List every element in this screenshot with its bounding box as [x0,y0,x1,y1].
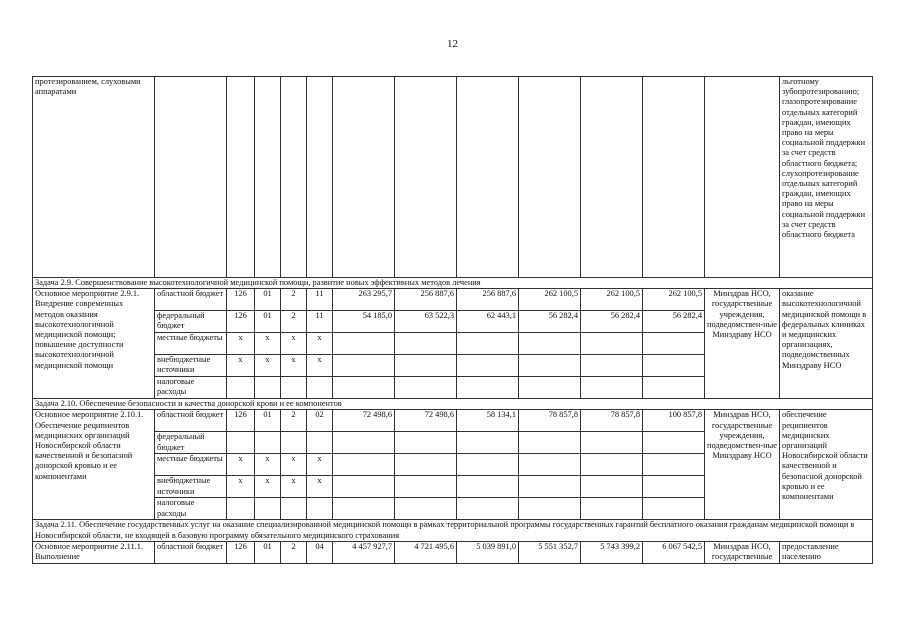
code-cell: 2 [281,289,307,311]
task-2-10-executor: Минздрав НСО, государственные учреждения, подведомствен-ные Минздраву НСО [705,410,780,520]
value-cell: 263 295,7 [333,289,395,311]
value-cell: 56 282,4 [581,311,643,333]
code-cell: x [227,355,255,377]
value-cell: 256 887,6 [457,289,519,311]
value-cell: 78 857,8 [519,410,581,432]
value-cell: 63 522,3 [395,311,457,333]
code-cell: x [307,333,333,355]
value-cell: 5 743 399,2 [581,541,643,563]
value-cell: 100 857,8 [643,410,705,432]
source-cell: областной бюджет [155,289,227,311]
code-cell: 2 [281,541,307,563]
code-cell: 126 [227,311,255,333]
code-cell: x [281,333,307,355]
source-cell: внебюджетные источники [155,476,227,498]
code-cell: x [227,476,255,498]
source-cell: федеральный бюджет [155,432,227,454]
value-cell: 5 551 352,7 [519,541,581,563]
value-cell: 58 134,1 [457,410,519,432]
code-cell: 2 [281,311,307,333]
task-2-11-result: предоставление населению [780,541,873,563]
source-cell: налоговые расходы [155,377,227,399]
code-cell: 04 [307,541,333,563]
intro-row [33,77,873,278]
value-cell: 262 100,5 [519,289,581,311]
code-cell: x [227,454,255,476]
task-2-9-result: оказание высокотехнологичной медицинской помощи в федеральных клиниках и медицинских организациях, подведомственных Минздраву НСО [780,289,873,399]
table-row [33,541,873,563]
code-cell: 126 [227,410,255,432]
task-2-10-name: Основное мероприятие 2.10.1. Обеспечение реципиентов медицинских организаций Новосибирской области качественной и безопасной донорской кровью и ее компонентами [33,410,155,520]
page-number: 12 [447,38,458,50]
task-2-11-executor: Минздрав НСО, государственные [705,541,780,563]
code-cell: x [255,355,281,377]
table-row [33,410,873,432]
code-cell: 02 [307,410,333,432]
program-table [32,76,873,564]
task-2-9-title: Задача 2.9. Совершенствование высокотехнологичной медицинской помощи, развитие новых эффективных методов лечения [33,278,873,289]
value-cell: 54 185,0 [333,311,395,333]
code-cell: 126 [227,289,255,311]
value-cell: 4 457 927,7 [333,541,395,563]
value-cell: 6 067 542,5 [643,541,705,563]
code-cell: x [255,476,281,498]
code-cell: 11 [307,311,333,333]
value-cell: 56 282,4 [519,311,581,333]
code-cell: x [281,355,307,377]
task-2-9-executor: Минздрав НСО, государственные учреждения, подведомствен-ные Минздраву НСО [705,289,780,399]
code-cell: x [281,476,307,498]
source-cell: местные бюджеты [155,454,227,476]
source-cell: областной бюджет [155,410,227,432]
code-cell: x [307,355,333,377]
code-cell: 01 [255,311,281,333]
table-row [33,289,873,311]
code-cell: 2 [281,410,307,432]
source-cell: областной бюджет [155,541,227,563]
intro-result: льготному зубопротезированию; глазопротезирование отдельных категорий граждан, имеющих право на меры социальной поддержки за счет средств областного бюджета; слухопротезирование отдельных категорий граждан, имеющих право на меры социальной поддержки за счет средств областного бюджета [780,77,873,278]
value-cell: 256 887,6 [395,289,457,311]
task-2-9-name: Основное мероприятие 2.9.1. Внедрение современных методов оказания высокотехнологичной медицинской помощи; повышение доступности высокотехнологичной медицинской помощи [33,289,155,399]
code-cell: 01 [255,289,281,311]
value-cell: 4 721 495,6 [395,541,457,563]
value-cell: 262 100,5 [643,289,705,311]
source-cell: федеральный бюджет [155,311,227,333]
task-2-9-header [33,278,873,289]
code-cell: x [281,454,307,476]
task-2-11-name: Основное мероприятие 2.11.1. Выполнение [33,541,155,563]
code-cell: x [307,454,333,476]
value-cell: 72 498,6 [333,410,395,432]
value-cell: 5 039 891,0 [457,541,519,563]
value-cell: 62 443,1 [457,311,519,333]
task-2-10-title: Задача 2.10. Обеспечение безопасности и качества донорской крови и ее компонентов [33,399,873,410]
source-cell: внебюджетные источники [155,355,227,377]
code-cell: x [255,454,281,476]
code-cell: x [227,333,255,355]
source-cell: налоговые расходы [155,498,227,520]
code-cell: x [255,333,281,355]
code-cell: 01 [255,410,281,432]
task-2-10-result: обеспечение реципиентов медицинских организаций Новосибирской области качественной и безопасной донорской кровью и ее компонентами [780,410,873,520]
intro-name: протезированием, слуховыми аппаратами [33,77,155,278]
task-2-11-header [33,520,873,541]
task-2-10-header [33,399,873,410]
code-cell: 01 [255,541,281,563]
task-2-11-title: Задача 2.11. Обеспечение государственных услуг на оказание специализированной медицинской помощи в рамках территориальной программы государственных гарантий бесплатного оказания гражданам медицинской помощи в Новосибирской области, не входящей в базовую программу обязательного медицинского страхования [33,520,873,541]
code-cell: 126 [227,541,255,563]
value-cell: 72 498,6 [395,410,457,432]
code-cell: x [307,476,333,498]
value-cell: 56 282,4 [643,311,705,333]
value-cell: 262 100,5 [581,289,643,311]
source-cell: местные бюджеты [155,333,227,355]
value-cell: 78 857,8 [581,410,643,432]
code-cell: 11 [307,289,333,311]
